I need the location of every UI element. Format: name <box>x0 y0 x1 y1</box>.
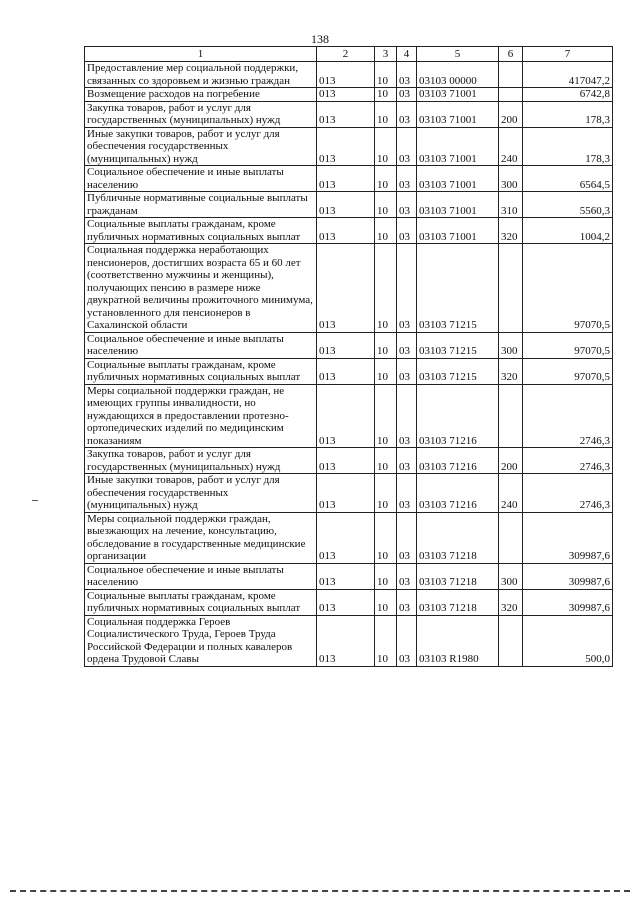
table-row <box>85 448 613 474</box>
subsection-code-cell: 03 <box>397 192 417 218</box>
target-article-cell: 03103 71001 <box>417 192 499 218</box>
row-name-cell: Публичные нормативные социальные выплаты гражданам <box>85 192 317 218</box>
section-code-cell: 10 <box>375 192 397 218</box>
ministry-code-cell: 013 <box>317 192 375 218</box>
row-name-cell: Иные закупки товаров, работ и услуг для обеспечения государственных (муниципальных) нужд <box>85 474 317 513</box>
row-name-cell: Иные закупки товаров, работ и услуг для обеспечения государственных (муниципальных) нужд <box>85 127 317 166</box>
table-row <box>85 218 613 244</box>
section-code-cell: 10 <box>375 358 397 384</box>
expense-type-cell: 200 <box>499 101 523 127</box>
section-code-cell: 10 <box>375 332 397 358</box>
subsection-code-cell: 03 <box>397 244 417 333</box>
ministry-code-cell: 013 <box>317 244 375 333</box>
table-row <box>85 244 613 333</box>
table-row <box>85 563 613 589</box>
ministry-code-cell: 013 <box>317 332 375 358</box>
subsection-code-cell: 03 <box>397 166 417 192</box>
ministry-code-cell: 013 <box>317 474 375 513</box>
row-name-cell: Закупка товаров, работ и услуг для государственных (муниципальных) нужд <box>85 448 317 474</box>
amount-cell: 500,0 <box>523 615 613 666</box>
section-code-cell: 10 <box>375 384 397 448</box>
section-code-cell: 10 <box>375 589 397 615</box>
expense-type-cell: 310 <box>499 192 523 218</box>
expense-type-cell: 300 <box>499 563 523 589</box>
subsection-code-cell: 03 <box>397 384 417 448</box>
expense-type-cell: 240 <box>499 127 523 166</box>
target-article-cell: 03103 71001 <box>417 127 499 166</box>
row-name-cell: Возмещение расходов на погребение <box>85 88 317 102</box>
amount-cell: 178,3 <box>523 127 613 166</box>
subsection-code-cell: 03 <box>397 589 417 615</box>
table-row <box>85 332 613 358</box>
page-number: 138 <box>311 32 329 46</box>
target-article-cell: 03103 71001 <box>417 88 499 102</box>
target-article-cell: 03103 71001 <box>417 101 499 127</box>
section-code-cell: 10 <box>375 166 397 192</box>
amount-cell: 1004,2 <box>523 218 613 244</box>
amount-cell: 2746,3 <box>523 384 613 448</box>
ministry-code-cell: 013 <box>317 615 375 666</box>
subsection-code-cell: 03 <box>397 332 417 358</box>
table-row <box>85 192 613 218</box>
table-row <box>85 384 613 448</box>
row-name-cell: Предоставление мер социальной поддержки, связанных со здоровьем и жизнью граждан <box>85 62 317 88</box>
column-header-1: 1 <box>85 47 317 62</box>
subsection-code-cell: 03 <box>397 615 417 666</box>
section-code-cell: 10 <box>375 218 397 244</box>
section-code-cell: 10 <box>375 563 397 589</box>
expense-type-cell: 200 <box>499 448 523 474</box>
section-code-cell: 10 <box>375 127 397 166</box>
ministry-code-cell: 013 <box>317 62 375 88</box>
target-article-cell: 03103 71218 <box>417 512 499 563</box>
table-row <box>85 127 613 166</box>
section-code-cell: 10 <box>375 88 397 102</box>
amount-cell: 178,3 <box>523 101 613 127</box>
expense-type-cell: 300 <box>499 332 523 358</box>
table-row <box>85 62 613 88</box>
ministry-code-cell: 013 <box>317 358 375 384</box>
target-article-cell: 03103 71218 <box>417 563 499 589</box>
amount-cell: 6742,8 <box>523 88 613 102</box>
row-name-cell: Социальное обеспечение и иные выплаты населению <box>85 332 317 358</box>
ministry-code-cell: 013 <box>317 88 375 102</box>
subsection-code-cell: 03 <box>397 512 417 563</box>
ministry-code-cell: 013 <box>317 166 375 192</box>
subsection-code-cell: 03 <box>397 88 417 102</box>
target-article-cell: 03103 71216 <box>417 384 499 448</box>
expense-type-cell <box>499 512 523 563</box>
section-code-cell: 10 <box>375 474 397 513</box>
subsection-code-cell: 03 <box>397 62 417 88</box>
column-header-5: 5 <box>417 47 499 62</box>
section-code-cell: 10 <box>375 101 397 127</box>
target-article-cell: 03103 71001 <box>417 166 499 192</box>
column-header-3: 3 <box>375 47 397 62</box>
subsection-code-cell: 03 <box>397 448 417 474</box>
column-header-4: 4 <box>397 47 417 62</box>
column-header-7: 7 <box>523 47 613 62</box>
table-row <box>85 615 613 666</box>
table-row <box>85 88 613 102</box>
amount-cell: 2746,3 <box>523 448 613 474</box>
amount-cell: 417047,2 <box>523 62 613 88</box>
row-name-cell: Социальное обеспечение и иные выплаты населению <box>85 563 317 589</box>
section-code-cell: 10 <box>375 62 397 88</box>
section-code-cell: 10 <box>375 512 397 563</box>
section-code-cell: 10 <box>375 448 397 474</box>
amount-cell: 309987,6 <box>523 512 613 563</box>
table-row <box>85 589 613 615</box>
subsection-code-cell: 03 <box>397 127 417 166</box>
expense-type-cell <box>499 88 523 102</box>
subsection-code-cell: 03 <box>397 218 417 244</box>
row-name-cell: Социальные выплаты гражданам, кроме публичных нормативных социальных выплат <box>85 358 317 384</box>
section-code-cell: 10 <box>375 244 397 333</box>
amount-cell: 2746,3 <box>523 474 613 513</box>
target-article-cell: 03103 71215 <box>417 358 499 384</box>
ministry-code-cell: 013 <box>317 448 375 474</box>
amount-cell: 309987,6 <box>523 563 613 589</box>
target-article-cell: 03103 71001 <box>417 218 499 244</box>
budget-table <box>84 46 613 667</box>
target-article-cell: 03103 71216 <box>417 448 499 474</box>
target-article-cell: 03103 R1980 <box>417 615 499 666</box>
table-row <box>85 474 613 513</box>
ministry-code-cell: 013 <box>317 384 375 448</box>
table-row <box>85 358 613 384</box>
amount-cell: 97070,5 <box>523 358 613 384</box>
target-article-cell: 03103 71218 <box>417 589 499 615</box>
subsection-code-cell: 03 <box>397 563 417 589</box>
column-header-2: 2 <box>317 47 375 62</box>
amount-cell: 6564,5 <box>523 166 613 192</box>
section-code-cell: 10 <box>375 615 397 666</box>
amount-cell: 5560,3 <box>523 192 613 218</box>
ministry-code-cell: 013 <box>317 127 375 166</box>
ministry-code-cell: 013 <box>317 512 375 563</box>
target-article-cell: 03103 71215 <box>417 244 499 333</box>
row-name-cell: Социальная поддержка неработающих пенсионеров, достигших возраста 65 и 60 лет (соответственно мужчины и женщины), получающих пенсию в размере ниже двукратной величины прожиточного минимума, установленного для пенсионеров в Сахалинской области <box>85 244 317 333</box>
ministry-code-cell: 013 <box>317 218 375 244</box>
expense-type-cell: 320 <box>499 589 523 615</box>
expense-type-cell: 320 <box>499 358 523 384</box>
target-article-cell: 03103 71216 <box>417 474 499 513</box>
subsection-code-cell: 03 <box>397 474 417 513</box>
expense-type-cell: 300 <box>499 166 523 192</box>
row-name-cell: Социальные выплаты гражданам, кроме публичных нормативных социальных выплат <box>85 218 317 244</box>
expense-type-cell: 320 <box>499 218 523 244</box>
amount-cell: 309987,6 <box>523 589 613 615</box>
subsection-code-cell: 03 <box>397 358 417 384</box>
column-header-6: 6 <box>499 47 523 62</box>
table-row <box>85 101 613 127</box>
ministry-code-cell: 013 <box>317 101 375 127</box>
scan-artifact <box>32 500 38 501</box>
row-name-cell: Социальная поддержка Героев Социалистического Труда, Героев Труда Российской Федерации и полных кавалеров ордена Трудовой Славы <box>85 615 317 666</box>
row-name-cell: Меры социальной поддержки граждан, не имеющих группы инвалидности, но нуждающихся в предоставлении протезно-ортопедических изделий по медицинским показаниям <box>85 384 317 448</box>
row-name-cell: Социальное обеспечение и иные выплаты населению <box>85 166 317 192</box>
table-row <box>85 512 613 563</box>
amount-cell: 97070,5 <box>523 332 613 358</box>
ministry-code-cell: 013 <box>317 563 375 589</box>
header-row <box>85 47 613 62</box>
row-name-cell: Меры социальной поддержки граждан, выезжающих на лечение, консультацию, обследование в государственные медицинские организации <box>85 512 317 563</box>
ministry-code-cell: 013 <box>317 589 375 615</box>
row-name-cell: Социальные выплаты гражданам, кроме публичных нормативных социальных выплат <box>85 589 317 615</box>
amount-cell: 97070,5 <box>523 244 613 333</box>
target-article-cell: 03103 71215 <box>417 332 499 358</box>
expense-type-cell <box>499 62 523 88</box>
subsection-code-cell: 03 <box>397 101 417 127</box>
target-article-cell: 03103 00000 <box>417 62 499 88</box>
table-row <box>85 166 613 192</box>
expense-type-cell <box>499 615 523 666</box>
scan-edge-line <box>10 890 630 892</box>
expense-type-cell <box>499 384 523 448</box>
row-name-cell: Закупка товаров, работ и услуг для государственных (муниципальных) нужд <box>85 101 317 127</box>
expense-type-cell: 240 <box>499 474 523 513</box>
expense-type-cell <box>499 244 523 333</box>
